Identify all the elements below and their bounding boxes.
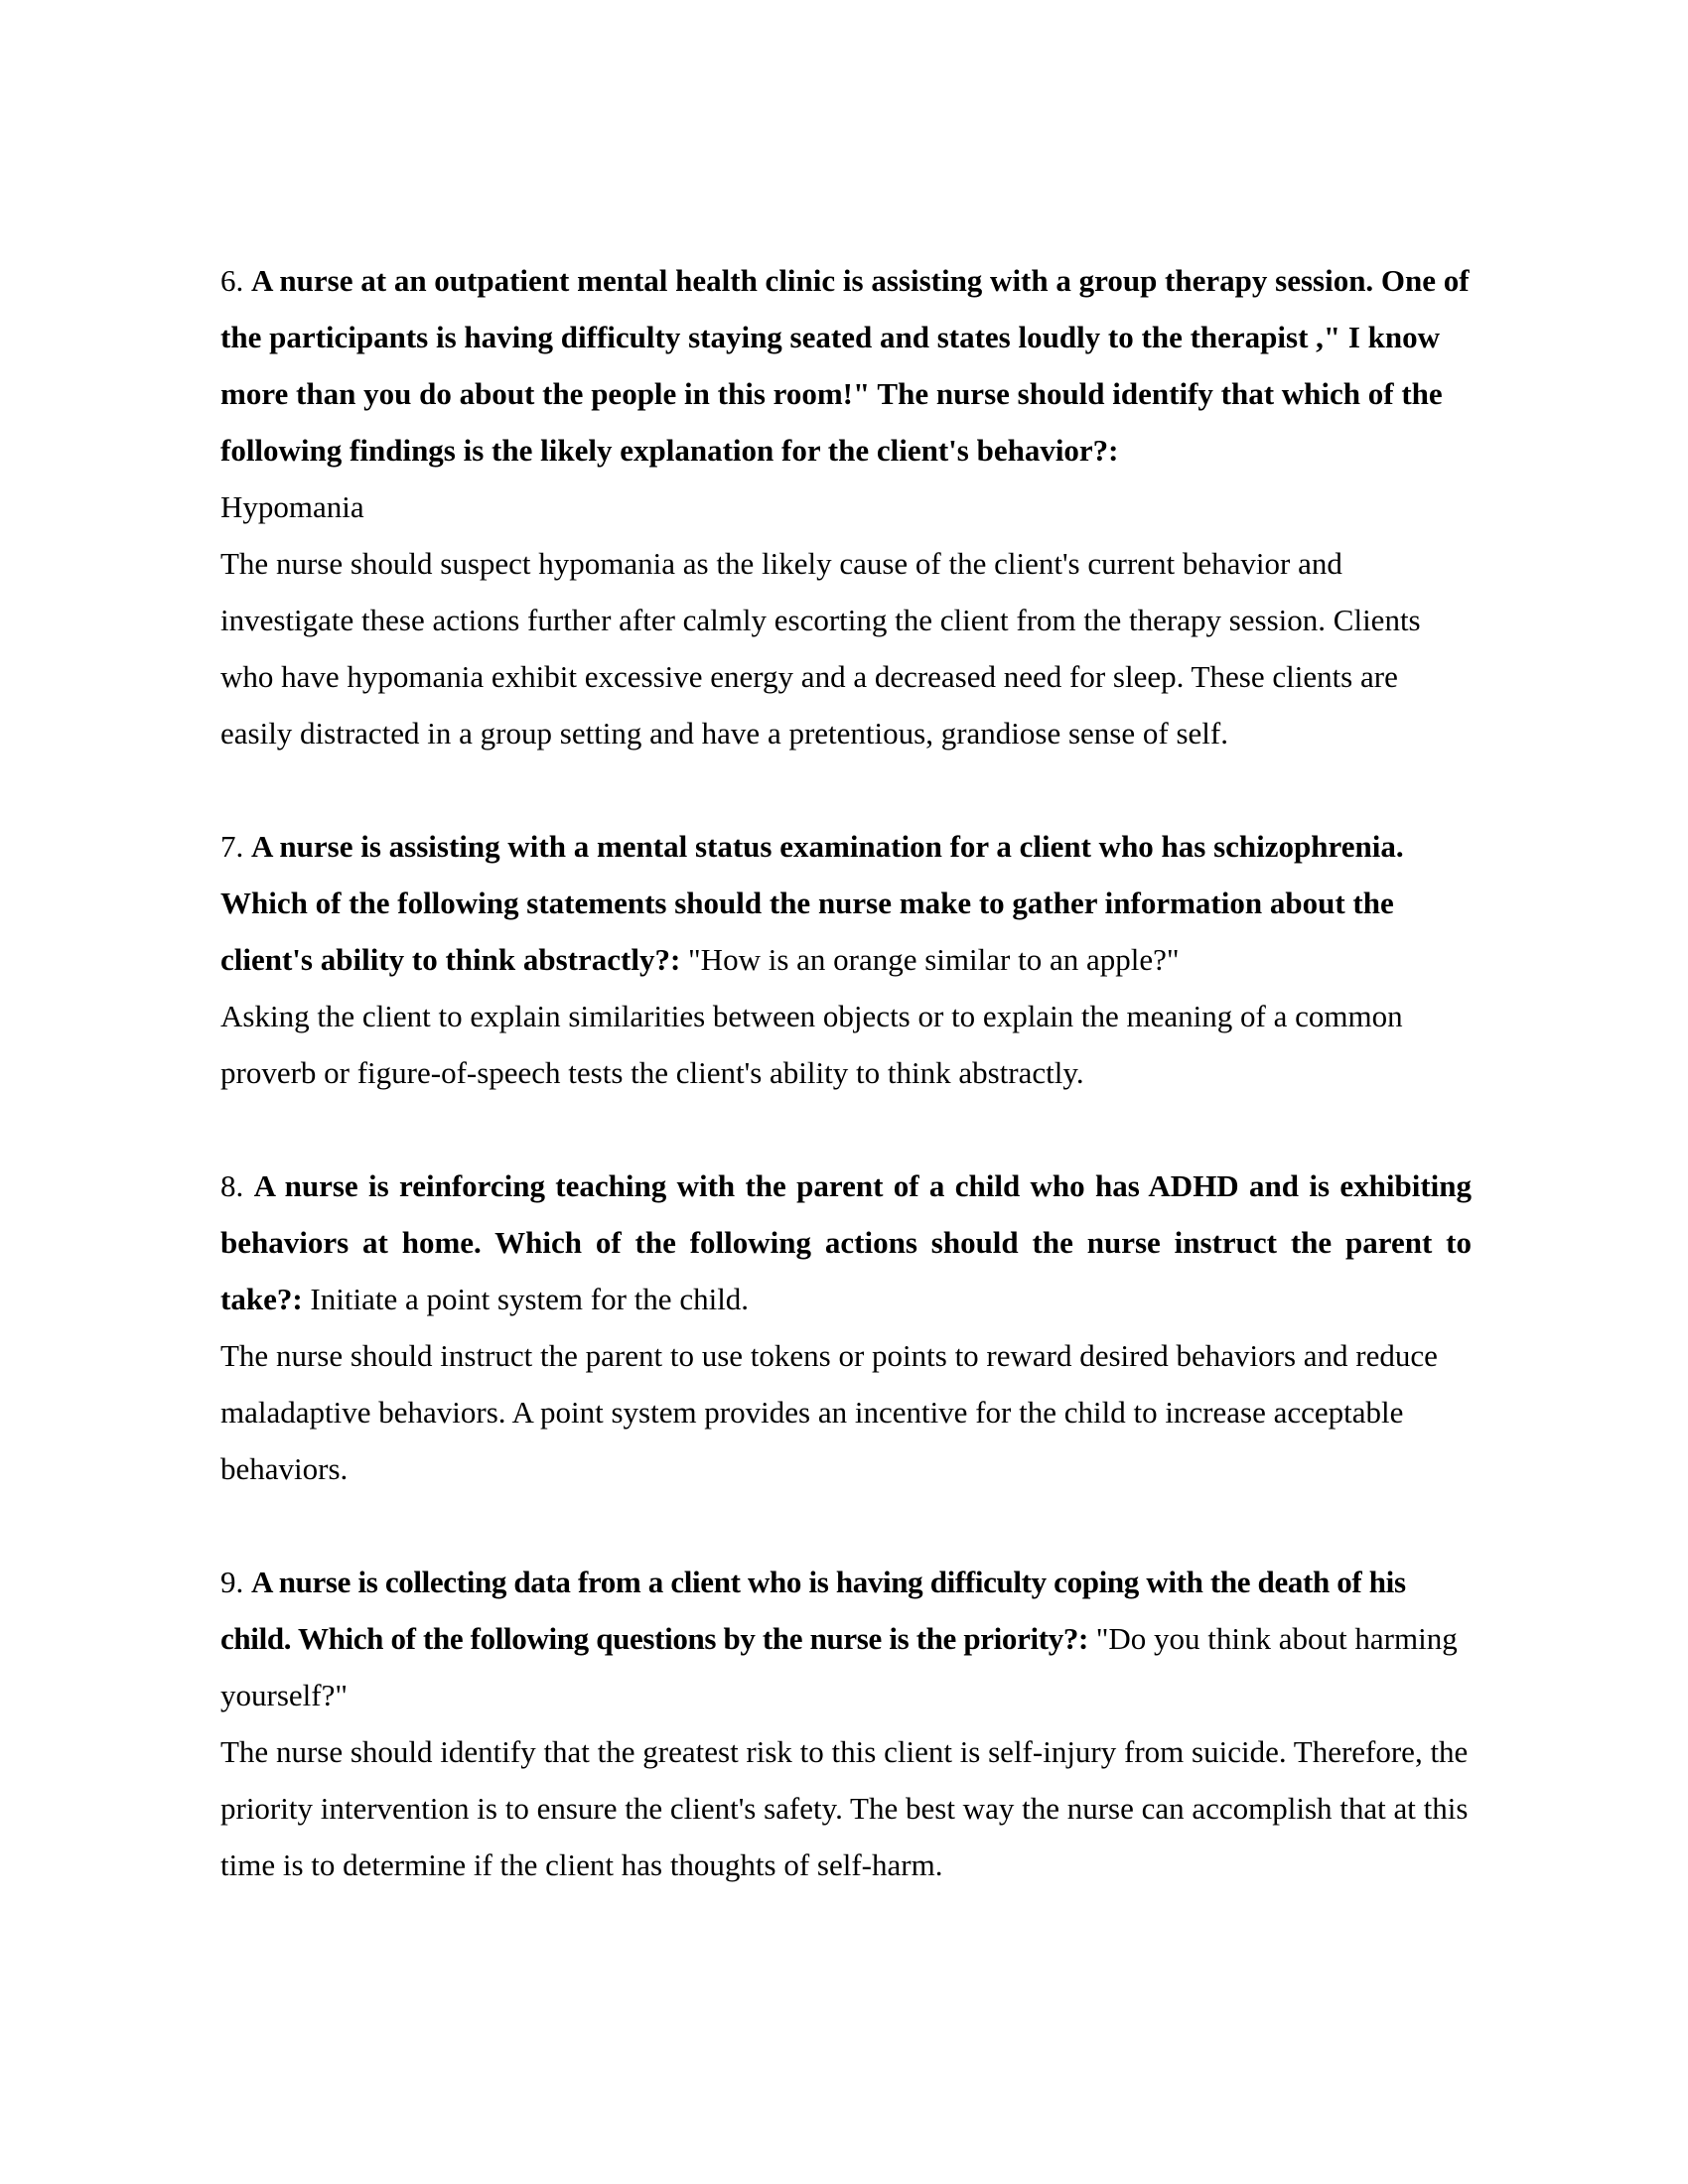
rationale-9: The nurse should identify that the greatest risk to this client is self-injury from suicide. Therefore, the priority intervention is to ensure the client's safety. The best way the nurse can accomplish that at this time is to determine if the client has thoughts of self-harm. bbox=[220, 1734, 1469, 1882]
question-number: 9. bbox=[220, 1565, 244, 1599]
question-number: 7. bbox=[220, 829, 244, 864]
question-text: A nurse at an outpatient mental health clinic is assisting with a group therapy session. One of the participants is having difficulty staying seated and states loudly to the therapist ," I know more than you do about the people in this room!" The nurse should identify that which of the following findings is the likely explanation for the client's behavior?: bbox=[220, 263, 1470, 468]
rationale-7: Asking the client to explain similarities between objects or to explain the meaning of a common proverb or figure-of-speech tests the client's ability to think abstractly. bbox=[220, 999, 1403, 1090]
answer-7: "How is an orange similar to an apple?" bbox=[688, 942, 1180, 977]
rationale-6: The nurse should suspect hypomania as the likely cause of the client's current behavior and investigate these actions further after calmly escorting the client from the therapy session. Clients who have hypomania exhibit excessive energy and a decreased need for sleep. These clients are easily distracted in a group setting and have a pretentious, grandiose sense of self. bbox=[220, 546, 1421, 751]
question-block-6 bbox=[220, 252, 1472, 761]
document-page bbox=[220, 252, 1472, 1950]
question-text: A nurse is assisting with a mental status examination for a client who has schizophrenia. Which of the following statements should the nurse make to gather information about the client's ability to think abstractly?: bbox=[220, 829, 1404, 977]
question-text: A nurse is reinforcing teaching with the parent of a child who has ADHD and is exhibiting behaviors at home. Which of the following actions should the nurse instruct the parent to take?: bbox=[220, 1168, 1472, 1316]
question-7 bbox=[220, 818, 1472, 988]
question-8 bbox=[220, 1158, 1472, 1327]
question-number: 6. bbox=[220, 263, 244, 298]
answer-9: "Do you think about harming yourself?" bbox=[220, 1621, 1458, 1712]
question-block-8 bbox=[220, 1158, 1472, 1497]
answer-6: Hypomania bbox=[220, 489, 364, 524]
question-block-9 bbox=[220, 1554, 1472, 1893]
question-9 bbox=[220, 1554, 1472, 1723]
question-6 bbox=[220, 252, 1472, 478]
question-number: 8. bbox=[220, 1168, 244, 1203]
question-text: A nurse is collecting data from a client who is having difficulty coping with the death of his child. Which of the following questions by the nurse is the priority?: bbox=[220, 1565, 1406, 1656]
answer-8: Initiate a point system for the child. bbox=[310, 1282, 750, 1316]
rationale-8: The nurse should instruct the parent to use tokens or points to reward desired behaviors and reduce maladaptive behaviors. A point system provides an incentive for the child to increase acceptable behaviors. bbox=[220, 1338, 1438, 1486]
question-block-7 bbox=[220, 818, 1472, 1101]
